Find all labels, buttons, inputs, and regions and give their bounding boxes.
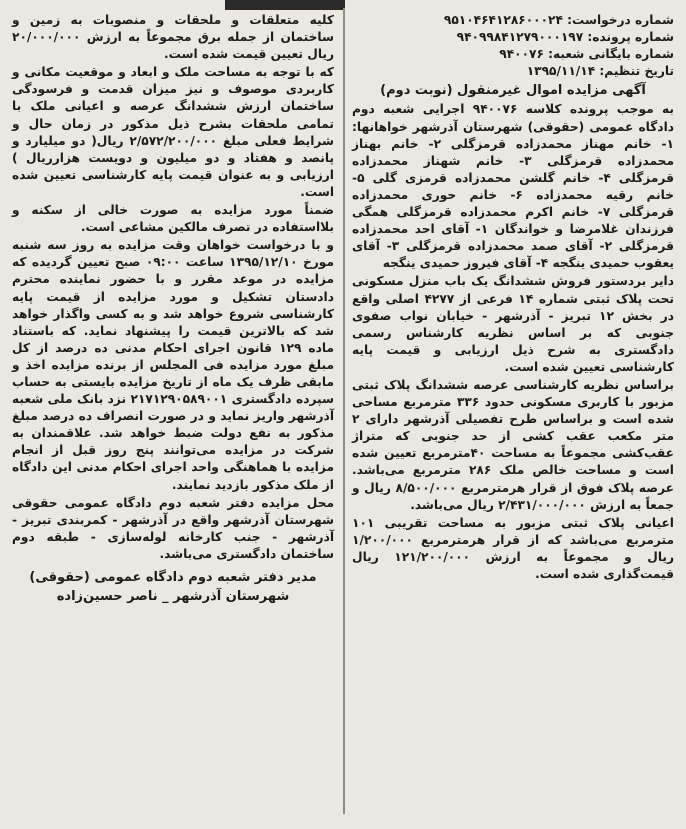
notice-title: آگهی مزایده اموال غیرمنقول (نوبت دوم) [380, 83, 646, 99]
file-number: شماره پرونده: ۹۴۰۹۹۸۴۱۲۷۹۰۰۰۱۹۷ [456, 30, 674, 45]
case-meta [352, 12, 674, 80]
paragraph-appurtenances: کلیه متعلقات و ملحقات و منصوبات به زمین و ساختمان از جمله برق مجموعاً به ارزش ۲۰/۰۰۰/۰۰۰ ریال تعیین قیمت شده است. [12, 13, 334, 62]
signature-name: شهرستان آذرشهر _ ناصر حسین‌زاده [56, 589, 290, 605]
paragraph-occupancy: ضمناً مورد مزایده به صورت خالی از سکنه و بلااستفاده در تصرف مالکین مشاعی است. [12, 203, 334, 235]
header-band [225, 0, 345, 10]
paragraph-total-value: که با توجه به مساحت ملک و ابعاد و موقعیت مکانی و کاربردی موصوف و نیز میزان قدمت و فرسودگی ساختمان ارزش ششدانگ عرصه و اعیانی ملک با تمامی ملحقات بشرح ذیل مذکور در زمان حال و شرایط فعلی مبلغ ۲/۵۷۲/۲۰۰/۰۰۰ ریال( دو میلیارد و پانصد و هفتاد و دو میلیون و دویست هزارریال ) ارزیابی و به عنوان قیمت پایه کارشناسی تعیین شده است. [12, 65, 334, 199]
column-divider [343, 8, 345, 814]
right-column [352, 12, 674, 584]
paragraph-building-valuation: اعیانی پلاک ثبتی مزبور به مساحت تقریبی ۱۰۱ مترمربع می‌باشد که از قرار هرمترمربع ۱/۲۰۰/۰۰۰ ریال و مجموعاً به ارزش ۱۲۱/۲۰۰/۰۰۰ ریال قیمت‌گذاری شده است. [352, 515, 674, 581]
signature-title: مدیر دفتر شعبه دوم دادگاه عمومی (حقوقی) [29, 570, 317, 585]
paragraph-land-valuation: براساس نظریه کارشناسی عرصه ششدانگ پلاک ثبتی مزبور با کاربری مسکونی حدود ۳۳۶ مترمربع مساحی شده است و براساس طرح تفصیلی آذرشهر دارای ۲ متر مکعب عقب کشی از حد جنوبی که متراژ عقب‌کشی مجموعاً به مساحت ۴۰مترمربع تعیین شده است و مساحت خالص ملک ۲۸۶ مترمربع می‌باشد. عرصه پلاک فوق از قرار هرمترمربع ۸/۵۰۰/۰۰۰ ریال و جمعاً به ارزش ۲/۴۳۱/۰۰۰/۰۰۰ ریال می‌باشد. [352, 377, 674, 512]
paragraph-auction-location: محل مزایده دفتر شعبه دوم دادگاه عمومی حقوقی شهرستان آذرشهر واقع در آذرشهر - کمربندی تبریز - آذرشهر - جنب کارخانه لوله‌سازی - طبقه دوم ساختمان دادگستری می‌باشد. [12, 495, 334, 561]
paragraph-parties: به موجب پرونده کلاسه ۹۴۰۰۷۶ اجرایی شعبه دوم دادگاه عمومی (حقوقی) شهرستان آذرشهر خواهانها: ۱- خانم مهناز محمدزاده قرمزگلی ۲- خانم بهناز محمدزاده قرمزگلی ۳- خانم شهناز محمدزاده قرمزگلی ۴- خانم گلشن محمدزاده قرمزی گلی ۵- خانم رقیه محمدزاده ۶- خانم حوری محمدزاده قرمزگلی ۷- خانم اکرم محمدزاده قرمزگلی همگی فرزندان غلامرضا و خواندگان ۱- آقای احد محمدزاده قرمزگلی ۲- آقای صمد محمدزاده قرمزگلی ۳- آقای یعقوب حمیدی ینگجه ۴- آقای فیروز حمیدی ینگجه [352, 102, 674, 271]
branch-archive-number: شماره بایگانی شعبه: ۹۴۰۰۷۶ [499, 47, 674, 62]
paragraph-auction-terms: و با درخواست خواهان وقت مزایده به روز سه شنبه مورخ ۱۳۹۵/۱۲/۱۰ ساعت ۰۹:۰۰ صبح تعیین گردیده که مزایده در موعد مقرر و با حضور نماینده محترم دادستان تشکیل و مورد مزایده از قیمت پایه کارشناسی شروع خواهد شد و به کسی واگذار خواهد شد که بالاترین قیمت را پیشنهاد نماید. که باستناد ماده ۱۲۹ قانون اجرای احکام مدنی ده درصد از کل مبلغ مورد مزایده فی المجلس از برنده مزایده اخذ و مابقی ظرف یک ماه از تاریخ مزایده بایستی به حساب سپرده دادگستری ۲۱۷۱۲۹۰۵۸۹۰۰۱ نزد بانک ملی شعبه آذرشهر واریز نماید و در صورت انصراف ده درصد مبلغ مذکور به نفع دولت ضبط خواهد شد. علاقمندان به شرکت در مزایده می‌توانند پنج روز قبل از انجام مزایده با هماهنگی واحد اجرای احکام مدنی این دادگاه از ملک مذکور بازدید نمایند. [12, 238, 334, 492]
request-number: شماره درخواست: ۹۵۱۰۴۶۴۱۲۸۶۰۰۰۲۴ [443, 13, 674, 27]
left-column [12, 12, 334, 607]
issue-date: تاریخ تنظیم: ۱۳۹۵/۱۱/۱۴ [526, 64, 674, 79]
signature-block [12, 569, 334, 605]
paragraph-property: دایر بردستور فروش ششدانگ یک باب منزل مسکونی تحت پلاک ثبتی شماره ۱۴ فرعی از ۴۲۷۷ اصلی واقع در بخش ۱۲ تبریز - آذرشهر - خیابان نواب صفوی جنوبی که بر اساس نظریه کارشناس رسمی دادگستری به شرح ذیل ارزیابی و قیمت پایه کارشناسی تعیین شده است. [352, 274, 674, 374]
